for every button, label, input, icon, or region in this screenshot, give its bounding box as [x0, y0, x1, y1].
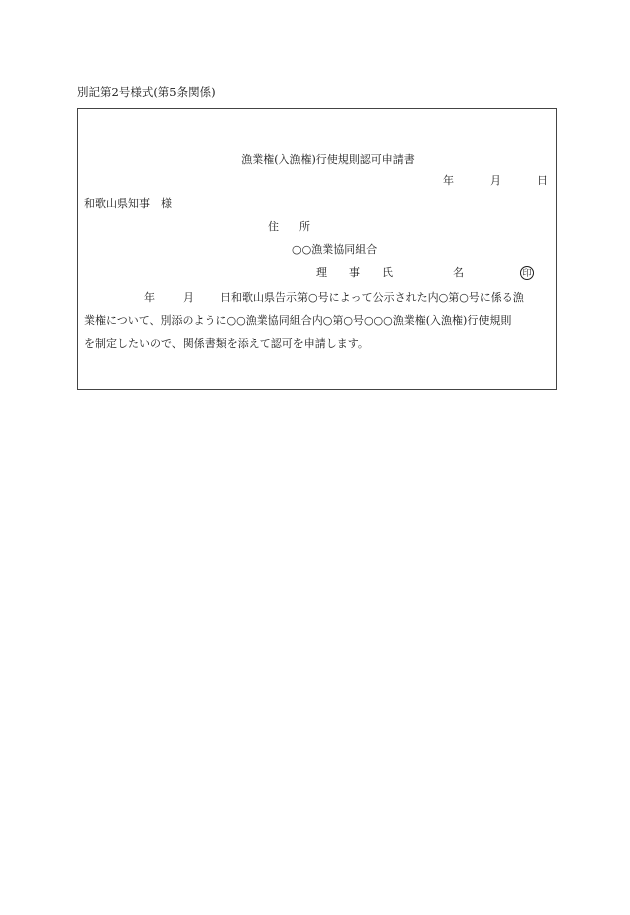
date-month-unit: 月 — [490, 174, 501, 187]
name-label-char-2: 名 — [453, 266, 464, 279]
form-reference: 別記第2号様式(第5条関係) — [77, 85, 216, 99]
body-line-1 — [84, 286, 552, 309]
body-line-3: を制定したいので、関係書類を添えて認可を申請します。 — [84, 337, 369, 350]
date-year-unit: 年 — [443, 174, 454, 187]
role-char-1: 理 — [316, 266, 327, 279]
signer-line — [316, 265, 534, 281]
body-line-1-text: 日和歌山県告示第○号によって公示された内○第○号に係る漁 — [220, 291, 524, 304]
date-day-unit: 日 — [537, 174, 548, 187]
name-label-char-1: 氏 — [382, 266, 393, 279]
date-line — [443, 173, 548, 189]
address-label-char-1: 住 — [268, 220, 279, 233]
seal-mark-icon: 印 — [520, 266, 534, 280]
addressee: 和歌山県知事 様 — [84, 197, 172, 210]
organization-name: ○○漁業協同組合 — [292, 243, 378, 256]
role-char-2: 事 — [349, 266, 360, 279]
body-month-unit: 月 — [183, 291, 194, 304]
body-year-unit: 年 — [144, 291, 155, 304]
document-title: 漁業権(入漁権)行使規則認可申請書 — [241, 153, 415, 166]
body-line-2: 業権について、別添のように○○漁業協同組合内○第○号○○○漁業権(入漁権)行使規則 — [84, 314, 512, 327]
address-label — [268, 219, 310, 235]
application-form-frame — [77, 108, 557, 390]
application-body — [84, 286, 552, 355]
address-label-char-2: 所 — [299, 220, 310, 233]
